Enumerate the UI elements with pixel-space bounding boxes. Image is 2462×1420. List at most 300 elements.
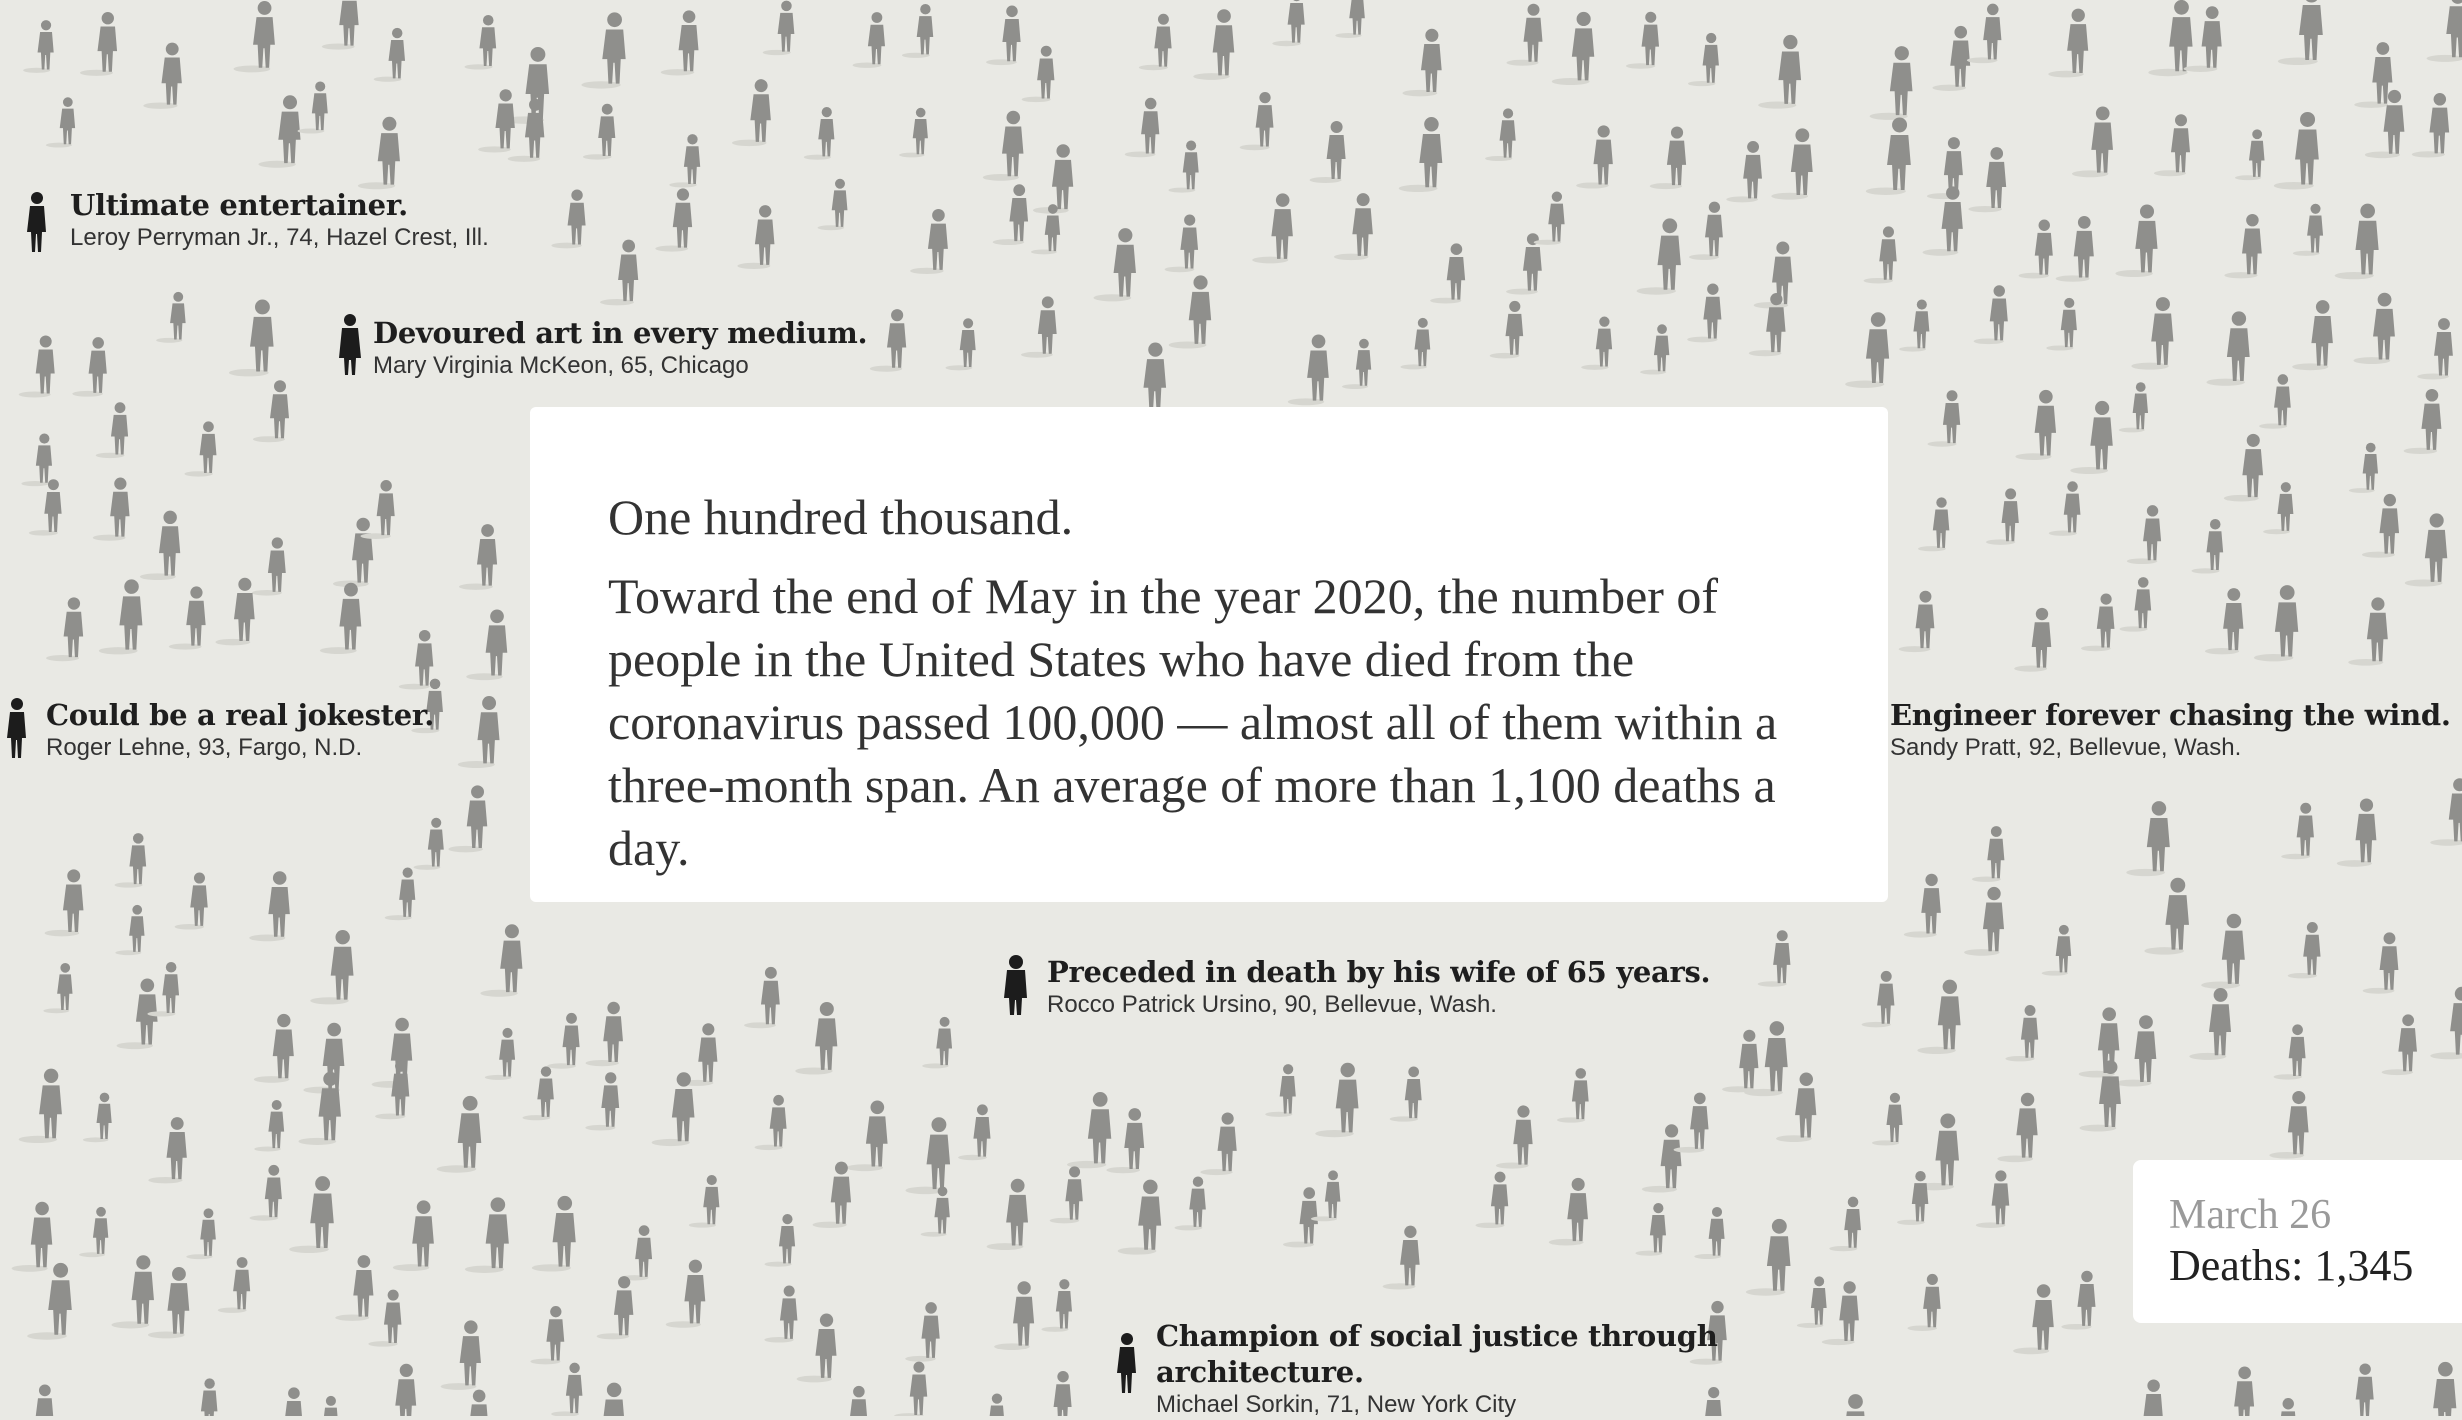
crowd-figure bbox=[1576, 125, 1613, 188]
intro-lead: One hundred thousand. bbox=[608, 489, 1074, 545]
crowd-figure bbox=[254, 1100, 284, 1151]
crowd-figure bbox=[1265, 1064, 1296, 1117]
crowd-figure bbox=[451, 1390, 489, 1416]
crowd-figure bbox=[1864, 226, 1897, 283]
crowd-figure bbox=[458, 696, 500, 768]
person-silhouette-icon bbox=[1003, 954, 1029, 1016]
crowd-figure bbox=[18, 1384, 53, 1416]
crowd-figure bbox=[2201, 914, 2245, 989]
obituary-entry[interactable] bbox=[1156, 1318, 1718, 1420]
crowd-figure bbox=[853, 12, 885, 68]
crowd-figure bbox=[298, 1072, 340, 1145]
crowd-figure bbox=[2119, 577, 2151, 632]
crowd-figure bbox=[2430, 987, 2462, 1060]
obituary-quote: Could be a real jokester. bbox=[46, 698, 435, 732]
crowd-figure bbox=[1917, 980, 1960, 1054]
crowd-figure bbox=[229, 300, 274, 377]
crowd-figure bbox=[310, 930, 353, 1004]
crowd-figure bbox=[2405, 513, 2447, 586]
crowd-figure bbox=[2382, 1014, 2417, 1075]
crowd-figure bbox=[1557, 1068, 1589, 1123]
crowd-figure bbox=[2144, 878, 2189, 955]
crowd-figure bbox=[2362, 494, 2399, 558]
crowd-figure bbox=[585, 1072, 619, 1130]
crowd-figure bbox=[250, 1165, 282, 1221]
counter-deaths: Deaths: 1,345 bbox=[2169, 1241, 2414, 1290]
crowd-figure bbox=[375, 1060, 409, 1119]
crowd-figure bbox=[804, 107, 835, 160]
crowd-figure bbox=[583, 104, 615, 160]
crowd-figure bbox=[1139, 14, 1172, 70]
obituary-entry[interactable] bbox=[1890, 697, 2451, 763]
crowd-figure bbox=[2363, 932, 2399, 993]
crowd-figure bbox=[1022, 46, 1055, 102]
crowd-figure bbox=[1918, 497, 1949, 551]
crowd-figure bbox=[2412, 1362, 2456, 1416]
crowd-figure bbox=[374, 28, 405, 82]
crowd-figure bbox=[2263, 482, 2293, 534]
crowd-figure bbox=[1067, 1092, 1111, 1168]
crowd-figure bbox=[2417, 318, 2453, 379]
crowd-figure bbox=[1694, 1207, 1724, 1259]
crowd-figure bbox=[1175, 1176, 1206, 1230]
crowd-figure bbox=[2072, 107, 2113, 178]
crowd-figure bbox=[1845, 312, 1889, 388]
crowd-figure bbox=[2056, 216, 2094, 282]
crowd-figure bbox=[1635, 1203, 1666, 1256]
crowd-figure bbox=[1050, 1166, 1083, 1223]
crowd-figure bbox=[2335, 204, 2379, 280]
crowd-figure bbox=[764, 1286, 797, 1343]
crowd-figure bbox=[1118, 1180, 1162, 1255]
crowd-figure bbox=[2404, 389, 2442, 454]
crowd-figure bbox=[1746, 1219, 1791, 1296]
crowd-figure bbox=[2189, 988, 2231, 1060]
crowd-figure bbox=[23, 20, 54, 73]
crowd-figure bbox=[2427, 0, 2462, 62]
person-silhouette-icon bbox=[24, 191, 50, 253]
crowd-figure bbox=[2148, 0, 2192, 76]
crowd-figure bbox=[532, 1196, 576, 1272]
crowd-figure bbox=[2049, 481, 2081, 536]
crowd-figure bbox=[1689, 202, 1723, 260]
crowd-figure bbox=[652, 1072, 695, 1146]
crowd-figure bbox=[308, 1396, 338, 1416]
crowd-figure bbox=[547, 1013, 579, 1069]
crowd-figure bbox=[29, 479, 62, 535]
crowd-figure bbox=[480, 924, 522, 997]
crowd-figure bbox=[2191, 519, 2223, 574]
crowd-figure bbox=[2259, 374, 2291, 429]
crowd-figure bbox=[393, 1200, 434, 1271]
crowd-figure bbox=[586, 1002, 623, 1066]
crowd-figure bbox=[148, 1267, 189, 1338]
crowd-figure bbox=[737, 205, 774, 269]
crowd-figure bbox=[2348, 597, 2388, 665]
crowd-figure bbox=[2081, 594, 2114, 652]
crowd-figure bbox=[1021, 296, 1057, 357]
crowd-figure bbox=[993, 184, 1028, 245]
crowd-figure bbox=[902, 4, 933, 58]
crowd-figure bbox=[1485, 108, 1516, 161]
crowd-figure bbox=[597, 1276, 634, 1339]
crowd-figure bbox=[96, 402, 128, 458]
crowd-figure bbox=[2115, 204, 2157, 277]
crowd-figure bbox=[175, 873, 208, 930]
obituary-entry[interactable] bbox=[373, 315, 867, 381]
crowd-figure bbox=[1093, 228, 1135, 301]
crowd-figure bbox=[1722, 1030, 1758, 1093]
crowd-figure bbox=[448, 785, 487, 852]
crowd-figure bbox=[2269, 1091, 2308, 1159]
crowd-figure bbox=[655, 188, 692, 251]
crowd-figure bbox=[2263, 1398, 2297, 1416]
crowd-figure bbox=[1490, 301, 1523, 359]
crowd-figure bbox=[148, 1117, 187, 1183]
crowd-figure bbox=[1383, 1226, 1420, 1290]
obituary-quote: Champion of social justice through bbox=[1156, 1319, 1718, 1353]
crowd-figure bbox=[1581, 317, 1612, 370]
crowd-figure bbox=[2278, 0, 2323, 65]
crowd-figure bbox=[1927, 390, 1960, 446]
crowd-figure bbox=[1899, 300, 1929, 352]
crowd-figure bbox=[2354, 42, 2392, 108]
obituary-quote: Preceded in death by his wife of 65 years. bbox=[1047, 955, 1711, 989]
crowd-figure bbox=[765, 1214, 796, 1267]
crowd-figure bbox=[2216, 1367, 2254, 1416]
crowd-figure bbox=[298, 81, 328, 133]
crowd-figure bbox=[2205, 588, 2244, 654]
crowd-figure bbox=[140, 511, 180, 580]
crowd-figure bbox=[254, 1014, 294, 1083]
obituary-quote: Ultimate entertainer. bbox=[70, 188, 408, 222]
crowd-figure bbox=[1552, 12, 1594, 85]
crowd-figure bbox=[1123, 342, 1166, 416]
crowd-figure bbox=[466, 609, 507, 680]
crowd-figure bbox=[1687, 283, 1721, 342]
crowd-figure bbox=[1822, 1394, 1866, 1416]
intro-body: Toward the end of May in the year 2020, the number of people in the United States who have died from the coronavirus passed 100,000 — almost all of them within a three-month span. An average of more than 1,100 deaths a day. bbox=[608, 568, 1778, 876]
crowd-figure bbox=[80, 12, 117, 76]
obituary-person: Roger Lehne, 93, Fargo, N.D. bbox=[46, 734, 363, 761]
crowd-figure bbox=[115, 905, 144, 955]
crowd-figure bbox=[1797, 1276, 1827, 1327]
crowd-figure bbox=[19, 1069, 62, 1143]
crowd-figure bbox=[2014, 608, 2051, 672]
obituary-person: Leroy Perryman Jr., 74, Hazel Crest, Ill. bbox=[70, 224, 489, 251]
person-silhouette-icon bbox=[337, 309, 363, 379]
crowd-figure bbox=[258, 95, 300, 168]
crowd-figure bbox=[1033, 144, 1073, 213]
crowd-figure bbox=[1399, 117, 1443, 192]
obituary-person: Rocco Patrick Ursino, 90, Bellevue, Wash. bbox=[1047, 991, 1497, 1018]
crowd-figure bbox=[1272, 0, 1304, 46]
crowd-figure bbox=[2349, 443, 2378, 493]
crowd-figure bbox=[2224, 434, 2263, 502]
crowd-figure bbox=[485, 1028, 515, 1080]
crowd-figure bbox=[358, 117, 400, 190]
crowd-figure bbox=[661, 10, 699, 75]
obituary-person: Sandy Pratt, 92, Bellevue, Wash. bbox=[1890, 734, 2242, 761]
obituary-quote-continued: architecture. bbox=[1156, 1355, 1364, 1389]
crowd-figure bbox=[1964, 887, 2004, 956]
crowd-figure bbox=[910, 209, 948, 274]
crowd-figure bbox=[755, 1095, 787, 1150]
crowd-figure bbox=[1549, 1178, 1588, 1246]
crowd-figure bbox=[2005, 1005, 2038, 1061]
crowd-figure bbox=[1169, 275, 1211, 348]
crowd-figure bbox=[666, 1260, 706, 1328]
crowd-figure bbox=[581, 12, 625, 88]
crowd-figure bbox=[763, 1, 795, 56]
crowd-figure bbox=[27, 1263, 72, 1340]
crowd-figure bbox=[2127, 505, 2161, 564]
crowd-figure bbox=[249, 871, 290, 941]
crowd-figure bbox=[441, 1320, 481, 1389]
crowd-figure bbox=[2131, 297, 2173, 370]
crowd-figure bbox=[464, 15, 496, 70]
obituary-entry[interactable] bbox=[70, 187, 489, 253]
obituary-entry[interactable] bbox=[46, 697, 434, 763]
crowd-figure bbox=[46, 597, 83, 661]
crowd-figure bbox=[1758, 930, 1791, 986]
crowd-figure bbox=[215, 578, 254, 646]
crowd-figure bbox=[899, 108, 928, 158]
crowd-figure bbox=[1240, 92, 1274, 150]
crowd-figure bbox=[958, 1104, 990, 1160]
crowd-figure bbox=[2292, 300, 2333, 370]
obituary-quote: Devoured art in every medium. bbox=[373, 316, 868, 350]
crowd-figure bbox=[1037, 1371, 1071, 1416]
crowd-figure bbox=[234, 1, 275, 72]
crowd-figure bbox=[795, 1002, 837, 1075]
crowd-figure bbox=[2115, 1015, 2156, 1086]
crowd-figure bbox=[1866, 117, 1911, 195]
crowd-figure bbox=[833, 1386, 868, 1416]
crowd-figure bbox=[1968, 147, 2006, 212]
crowd-figure bbox=[21, 433, 52, 486]
crowd-figure bbox=[1125, 98, 1160, 158]
death-counter bbox=[2133, 1160, 2462, 1323]
crowd-figure bbox=[2019, 220, 2053, 279]
crowd-figure bbox=[2046, 298, 2077, 351]
crowd-figure bbox=[114, 833, 146, 888]
crowd-figure bbox=[1974, 285, 2008, 344]
crowd-figure bbox=[377, 1364, 417, 1416]
crowd-figure bbox=[1872, 1093, 1903, 1146]
crowd-figure bbox=[847, 1100, 888, 1171]
crowd-figure bbox=[870, 309, 906, 372]
crowd-figure bbox=[2235, 129, 2265, 180]
crowd-figure bbox=[1932, 26, 1970, 91]
crowd-figure bbox=[669, 134, 700, 187]
crowd-figure bbox=[45, 869, 84, 936]
crowd-figure bbox=[1829, 1197, 1861, 1252]
counter-date: March 26 bbox=[2169, 1192, 2332, 1238]
crowd-figure bbox=[1899, 591, 1935, 652]
crowd-figure bbox=[1967, 4, 2002, 64]
crowd-figure bbox=[551, 1363, 582, 1416]
crowd-figure bbox=[1310, 121, 1346, 183]
crowd-figure bbox=[1897, 1171, 1928, 1225]
crowd-figure bbox=[1335, 0, 1365, 38]
crowd-figure bbox=[333, 518, 373, 587]
crowd-figure bbox=[1972, 826, 2004, 882]
crowd-figure bbox=[600, 240, 638, 306]
crowd-figure bbox=[2337, 799, 2377, 867]
intro-card bbox=[530, 407, 1888, 902]
person-silhouette-icon bbox=[4, 697, 30, 759]
crowd-figure bbox=[1402, 29, 1441, 97]
crowd-figure bbox=[399, 630, 434, 690]
crowd-figure bbox=[983, 111, 1024, 181]
crowd-figure bbox=[2042, 925, 2072, 976]
crowd-figure bbox=[478, 89, 515, 152]
crowd-figure bbox=[689, 1175, 720, 1228]
crowd-figure bbox=[523, 1066, 554, 1120]
crowd-figure bbox=[1862, 971, 1895, 1027]
crowd-figure bbox=[2070, 401, 2112, 474]
crowd-figure bbox=[2061, 1271, 2095, 1330]
crowd-figure bbox=[268, 1387, 303, 1416]
crowd-figure bbox=[1288, 335, 1329, 406]
crowd-figure bbox=[186, 1208, 216, 1259]
crowd-figure bbox=[2288, 922, 2321, 978]
crowd-figure bbox=[2013, 1284, 2054, 1354]
crowd-figure bbox=[83, 1093, 112, 1143]
crowd-figure bbox=[414, 818, 444, 870]
crowd-figure bbox=[335, 1255, 373, 1321]
obituary-quote: Engineer forever chasing the wind. bbox=[1890, 698, 2451, 732]
obituary-entry[interactable] bbox=[1047, 954, 1710, 1020]
crowd-figure bbox=[1976, 1170, 2009, 1228]
crowd-figure bbox=[1430, 243, 1465, 303]
crowd-figure bbox=[620, 1225, 652, 1280]
crowd-figure bbox=[1400, 318, 1430, 369]
crowd-figure bbox=[79, 1207, 108, 1257]
crowd-figure bbox=[987, 1179, 1028, 1250]
crowd-figure bbox=[111, 1255, 153, 1328]
crowd-figure bbox=[218, 1257, 250, 1313]
crowd-figure bbox=[1642, 1124, 1682, 1192]
crowd-figure bbox=[320, 583, 361, 654]
crowd-figure bbox=[1390, 1066, 1422, 1121]
crowd-figure bbox=[2274, 1024, 2306, 1079]
crowd-figure bbox=[72, 337, 107, 397]
crowd-figure bbox=[1640, 324, 1669, 374]
crowd-figure bbox=[1106, 1108, 1144, 1173]
crowd-figure bbox=[19, 336, 55, 398]
crowd-figure bbox=[1637, 218, 1681, 294]
crowd-figure bbox=[252, 537, 286, 595]
crowd-figure bbox=[2126, 1379, 2163, 1416]
crowd-figure bbox=[1315, 1063, 1358, 1137]
crowd-figure bbox=[1342, 339, 1371, 389]
crowd-figure bbox=[2274, 112, 2319, 190]
crowd-figure bbox=[1200, 1113, 1236, 1176]
crowd-figure bbox=[1165, 215, 1198, 273]
crowd-figure bbox=[905, 1117, 950, 1194]
crowd-figure bbox=[986, 6, 1021, 66]
crowd-figure bbox=[2340, 1363, 2374, 1416]
crowd-figure bbox=[43, 963, 72, 1013]
crowd-figure bbox=[385, 868, 416, 921]
crowd-figure bbox=[2154, 114, 2190, 176]
crowd-figure bbox=[303, 1023, 344, 1094]
crowd-figure bbox=[1726, 141, 1762, 202]
crowd-figure bbox=[1771, 128, 1812, 199]
crowd-figure bbox=[1870, 46, 1913, 120]
crowd-figure bbox=[974, 1393, 1005, 1416]
crowd-figure bbox=[1507, 4, 1543, 66]
crowd-figure bbox=[2412, 93, 2449, 157]
crowd-figure bbox=[2048, 9, 2088, 78]
crowd-figure bbox=[732, 79, 771, 146]
crowd-figure bbox=[1688, 33, 1719, 86]
crowd-figure bbox=[797, 1314, 837, 1383]
crowd-figure bbox=[1997, 1093, 2037, 1162]
crowd-figure bbox=[253, 380, 289, 442]
obituary-person: Mary Virginia McKeon, 65, Chicago bbox=[373, 352, 749, 379]
crowd-figure bbox=[2119, 382, 2148, 432]
crowd-figure bbox=[186, 1378, 217, 1416]
crowd-figure bbox=[1822, 1281, 1859, 1345]
crowd-figure bbox=[322, 0, 359, 50]
crowd-figure bbox=[12, 1202, 53, 1272]
crowd-figure bbox=[1168, 141, 1198, 193]
crowd-figure bbox=[1283, 1187, 1318, 1247]
crowd-figure bbox=[1475, 1172, 1508, 1228]
crowd-figure bbox=[99, 579, 143, 654]
crowd-figure bbox=[922, 1017, 952, 1068]
crowd-figure bbox=[1626, 12, 1659, 69]
crowd-figure bbox=[905, 1302, 940, 1362]
crowd-figure bbox=[2354, 293, 2395, 364]
crowd-figure bbox=[2254, 585, 2298, 661]
obituary-person: Michael Sorkin, 71, New York City bbox=[1156, 1391, 1517, 1418]
crowd-figure bbox=[169, 586, 206, 649]
crowd-figure bbox=[1904, 874, 1941, 938]
crowd-figure bbox=[2015, 390, 2056, 460]
crowd-figure bbox=[2126, 801, 2170, 876]
crowd-figure bbox=[2224, 214, 2261, 278]
crowd-figure bbox=[1041, 1279, 1072, 1332]
crowd-figure bbox=[1908, 1274, 1941, 1331]
crowd-figure bbox=[93, 478, 130, 541]
crowd-figure bbox=[143, 43, 182, 109]
crowd-figure bbox=[813, 1162, 852, 1228]
crowd-figure bbox=[289, 1176, 334, 1253]
crowd-figure bbox=[581, 1383, 625, 1416]
crowd-figure bbox=[1986, 488, 2019, 544]
crowd-figure bbox=[1650, 127, 1686, 190]
crowd-figure bbox=[2281, 803, 2314, 859]
crowd-figure bbox=[465, 1197, 509, 1273]
crowd-figure bbox=[530, 1306, 564, 1364]
crowd-figure bbox=[459, 524, 497, 590]
crowd-figure bbox=[46, 97, 75, 147]
crowd-figure bbox=[1252, 193, 1293, 263]
crowd-figure bbox=[1193, 9, 1234, 80]
crowd-figure bbox=[945, 318, 975, 370]
crowd-figure bbox=[551, 189, 585, 248]
crowd-figure bbox=[437, 1096, 482, 1173]
crowd-figure bbox=[994, 1281, 1034, 1350]
crowd-figure bbox=[368, 1290, 401, 1347]
crowd-figure bbox=[2293, 204, 2323, 256]
crowd-figure bbox=[744, 967, 780, 1028]
crowd-figure bbox=[894, 1362, 927, 1416]
